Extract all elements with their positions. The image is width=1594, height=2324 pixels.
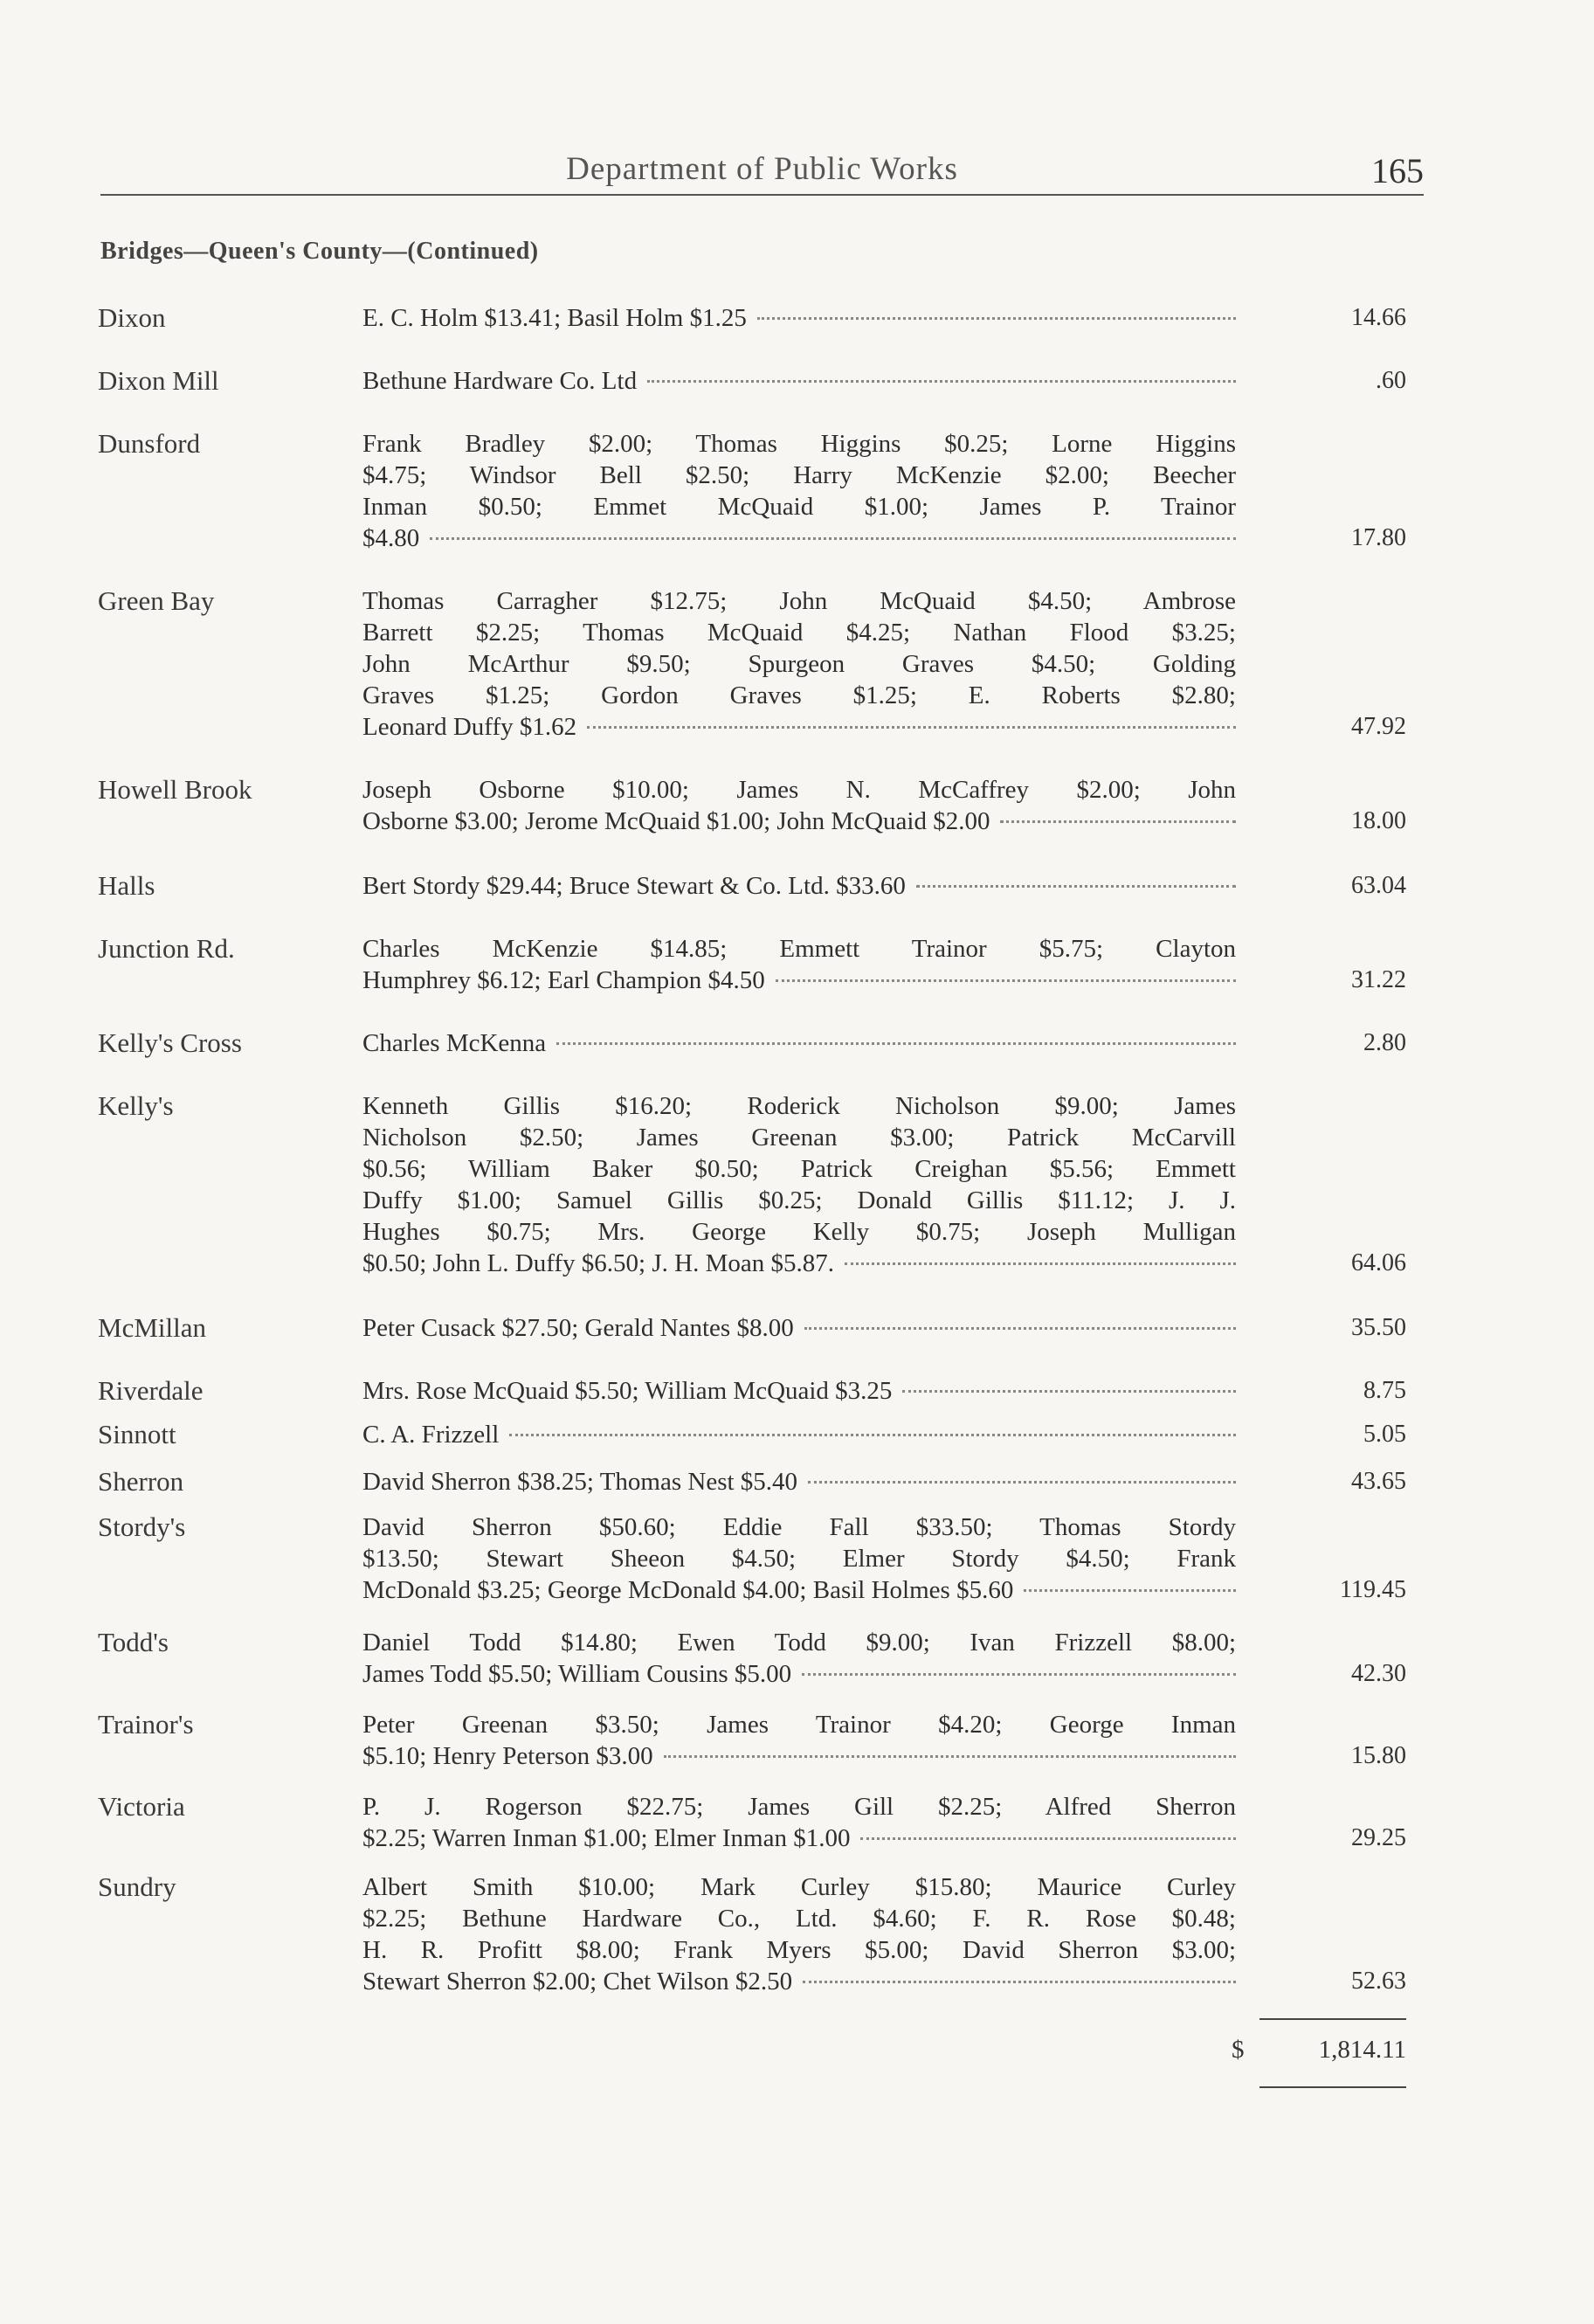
ledger-place: Sinnott [98, 1419, 176, 1449]
ledger-description [362, 1511, 1236, 1606]
running-title: Department of Public Works [566, 151, 958, 187]
description-line: Daniel Todd $14.80; Ewen Todd $9.00; Ivan Frizzell $8.00; [362, 1629, 1236, 1657]
dot-leader [430, 537, 1236, 540]
description-line-text: McDonald $3.25; George McDonald $4.00; Basil Holmes $5.60 [362, 1576, 1014, 1604]
description-line [362, 1248, 1236, 1279]
description-line-text: $4.80 [362, 524, 420, 552]
dot-leader [845, 1262, 1236, 1265]
description-line: Peter Greenan $3.50; James Trainor $4.20; George Inman [362, 1711, 1236, 1739]
ledger-amount: 29.25 [1351, 1824, 1406, 1851]
section-heading: Bridges—Queen's County—(Continued) [100, 238, 539, 265]
total-amount: 1,814.11 [1318, 2036, 1406, 2064]
description-line: Kenneth Gillis $16.20; Roderick Nicholson $9.00; James [362, 1092, 1236, 1120]
description-line: H. R. Profitt $8.00; Frank Myers $5.00; David Sherron $3.00; [362, 1936, 1236, 1964]
description-line [362, 1375, 1236, 1407]
description-line-text: $2.25; Warren Inman $1.00; Elmer Inman $1.00 [362, 1824, 851, 1852]
ledger-place: Riverdale [98, 1375, 204, 1406]
ledger-place: Junction Rd. [98, 933, 235, 964]
description-line-text: $0.50; John L. Duffy $6.50; J. H. Moan $5.87. [362, 1249, 834, 1277]
ledger-description [362, 302, 1236, 334]
ledger-description [362, 1419, 1236, 1450]
dot-leader [757, 317, 1236, 320]
dot-leader [1024, 1589, 1236, 1592]
ledger-amount: 2.80 [1363, 1029, 1406, 1056]
description-line [362, 1312, 1236, 1344]
description-line: $2.25; Bethune Hardware Co., Ltd. $4.60; F. R. Rose $0.48; [362, 1905, 1236, 1933]
dot-leader [860, 1837, 1236, 1840]
ledger-description [362, 933, 1236, 996]
running-head [100, 150, 1424, 194]
ledger-amount: 14.66 [1351, 304, 1406, 331]
description-line: Albert Smith $10.00; Mark Curley $15.80; Maurice Curley [362, 1873, 1236, 1901]
description-line: $0.56; William Baker $0.50; Patrick Creighan $5.56; Emmett [362, 1155, 1236, 1183]
dot-leader [804, 1327, 1236, 1330]
ledger-description [362, 365, 1236, 397]
description-line [362, 1740, 1236, 1772]
ledger-amount: 64.06 [1351, 1249, 1406, 1276]
description-line: $13.50; Stewart Sheeon $4.50; Elmer Stordy $4.50; Frank [362, 1545, 1236, 1573]
ledger-amount: 17.80 [1351, 524, 1406, 551]
description-line-text: David Sherron $38.25; Thomas Nest $5.40 [362, 1468, 798, 1496]
ledger-amount: 47.92 [1351, 713, 1406, 740]
description-line [362, 1658, 1236, 1690]
ledger-amount: 43.65 [1351, 1468, 1406, 1495]
ledger-description [362, 1627, 1236, 1690]
ledger-amount: 15.80 [1351, 1742, 1406, 1769]
dot-leader [509, 1434, 1236, 1436]
ledger-description [362, 1871, 1236, 1997]
description-line [362, 1027, 1236, 1059]
description-line [362, 1823, 1236, 1854]
description-line: Frank Bradley $2.00; Thomas Higgins $0.25; Lorne Higgins [362, 430, 1236, 458]
ledger-amount: 5.05 [1363, 1421, 1406, 1448]
description-line: Duffy $1.00; Samuel Gillis $0.25; Donald Gillis $11.12; J. J. [362, 1186, 1236, 1214]
ledger-amount: 52.63 [1351, 1968, 1406, 1995]
dot-leader [808, 1481, 1236, 1484]
dot-leader [902, 1390, 1236, 1393]
ledger-description [362, 1466, 1236, 1497]
description-line-text: E. C. Holm $13.41; Basil Holm $1.25 [362, 304, 747, 332]
dot-leader [1000, 820, 1236, 823]
dot-leader [802, 1673, 1236, 1676]
ledger-description [362, 1375, 1236, 1407]
description-line [362, 1466, 1236, 1497]
ledger-description [362, 1791, 1236, 1854]
ledger-place: Dixon Mill [98, 365, 219, 396]
description-line-text: Bethune Hardware Co. Ltd [362, 367, 638, 395]
description-line: David Sherron $50.60; Eddie Fall $33.50; Thomas Stordy [362, 1513, 1236, 1541]
ledger-place: Victoria [98, 1791, 185, 1822]
ledger-amount: 31.22 [1351, 966, 1406, 993]
description-line-text: Humphrey $6.12; Earl Champion $4.50 [362, 966, 765, 994]
description-line: Barrett $2.25; Thomas McQuaid $4.25; Nathan Flood $3.25; [362, 619, 1236, 647]
description-line [362, 965, 1236, 996]
description-line: Hughes $0.75; Mrs. George Kelly $0.75; Joseph Mulligan [362, 1218, 1236, 1246]
ledger-amount: 42.30 [1351, 1660, 1406, 1687]
description-line [362, 1966, 1236, 1997]
description-line: Joseph Osborne $10.00; James N. McCaffrey $2.00; John [362, 776, 1236, 804]
ledger-description [362, 585, 1236, 743]
total-bottom-rule [1259, 2086, 1406, 2088]
description-line [362, 1574, 1236, 1606]
ledger-description [362, 774, 1236, 837]
description-line [362, 806, 1236, 837]
description-line-text: C. A. Frizzell [362, 1421, 500, 1449]
page-number: 165 [1371, 151, 1424, 190]
description-line-text: Charles McKenna [362, 1029, 547, 1057]
header-rule [100, 194, 1424, 196]
ledger-description [362, 1027, 1236, 1059]
total-top-rule [1259, 2018, 1406, 2020]
description-line-text: $5.10; Henry Peterson $3.00 [362, 1742, 653, 1770]
ledger-place: Dunsford [98, 428, 201, 459]
ledger-place: Sundry [98, 1871, 176, 1902]
ledger-description [362, 428, 1236, 554]
description-line: Inman $0.50; Emmet McQuaid $1.00; James P. Trainor [362, 493, 1236, 521]
ledger-place: Todd's [98, 1627, 169, 1657]
ledger-place: Halls [98, 870, 155, 901]
ledger-place: Trainor's [98, 1709, 194, 1740]
description-line: P. J. Rogerson $22.75; James Gill $2.25; Alfred Sherron [362, 1793, 1236, 1821]
dot-leader [776, 979, 1236, 982]
ledger-description [362, 1090, 1236, 1279]
ledger-place: Kelly's [98, 1090, 174, 1121]
description-line [362, 870, 1236, 902]
description-line-text: Mrs. Rose McQuaid $5.50; William McQuaid $3.25 [362, 1377, 893, 1405]
dot-leader [916, 885, 1236, 888]
ledger-amount: 18.00 [1351, 807, 1406, 834]
description-line: Charles McKenzie $14.85; Emmett Trainor $5.75; Clayton [362, 935, 1236, 963]
description-line: $4.75; Windsor Bell $2.50; Harry McKenzie $2.00; Beecher [362, 461, 1236, 489]
dot-leader [556, 1042, 1236, 1045]
description-line-text: Stewart Sherron $2.00; Chet Wilson $2.50 [362, 1968, 793, 1995]
ledger-amount: 35.50 [1351, 1314, 1406, 1341]
description-line [362, 1419, 1236, 1450]
description-line: Graves $1.25; Gordon Graves $1.25; E. Roberts $2.80; [362, 681, 1236, 709]
ledger-description [362, 870, 1236, 902]
ledger-place: Dixon [98, 302, 166, 333]
description-line-text: Bert Stordy $29.44; Bruce Stewart & Co. Ltd. $33.60 [362, 872, 906, 900]
ledger-place: Sherron [98, 1466, 184, 1497]
ledger-description [362, 1312, 1236, 1344]
description-line-text: Peter Cusack $27.50; Gerald Nantes $8.00 [362, 1314, 794, 1342]
dot-leader [647, 380, 1236, 383]
dot-leader [587, 726, 1236, 729]
description-line [362, 522, 1236, 554]
ledger-description [362, 1709, 1236, 1772]
description-line-text: Osborne $3.00; Jerome McQuaid $1.00; John McQuaid $2.00 [362, 807, 990, 835]
ledger-place: Green Bay [98, 585, 215, 616]
ledger-place: Stordy's [98, 1511, 186, 1542]
ledger-place: Howell Brook [98, 774, 252, 805]
ledger-amount: 119.45 [1340, 1576, 1406, 1603]
description-line [362, 711, 1236, 743]
ledger-place: McMillan [98, 1312, 206, 1343]
description-line [362, 365, 1236, 397]
description-line: Nicholson $2.50; James Greenan $3.00; Patrick McCarvill [362, 1124, 1236, 1152]
ledger-amount: 63.04 [1351, 872, 1406, 899]
description-line: Thomas Carragher $12.75; John McQuaid $4.50; Ambrose [362, 587, 1236, 615]
ledger-place: Kelly's Cross [98, 1027, 242, 1058]
total-currency: $ [1232, 2036, 1245, 2064]
ledger-amount: 8.75 [1363, 1377, 1406, 1404]
description-line: John McArthur $9.50; Spurgeon Graves $4.50; Golding [362, 650, 1236, 678]
dot-leader [664, 1755, 1236, 1758]
description-line [362, 302, 1236, 334]
description-line-text: Leonard Duffy $1.62 [362, 713, 577, 741]
ledger-amount: .60 [1376, 367, 1406, 394]
dot-leader [803, 1981, 1236, 1983]
description-line-text: James Todd $5.50; William Cousins $5.00 [362, 1660, 792, 1688]
